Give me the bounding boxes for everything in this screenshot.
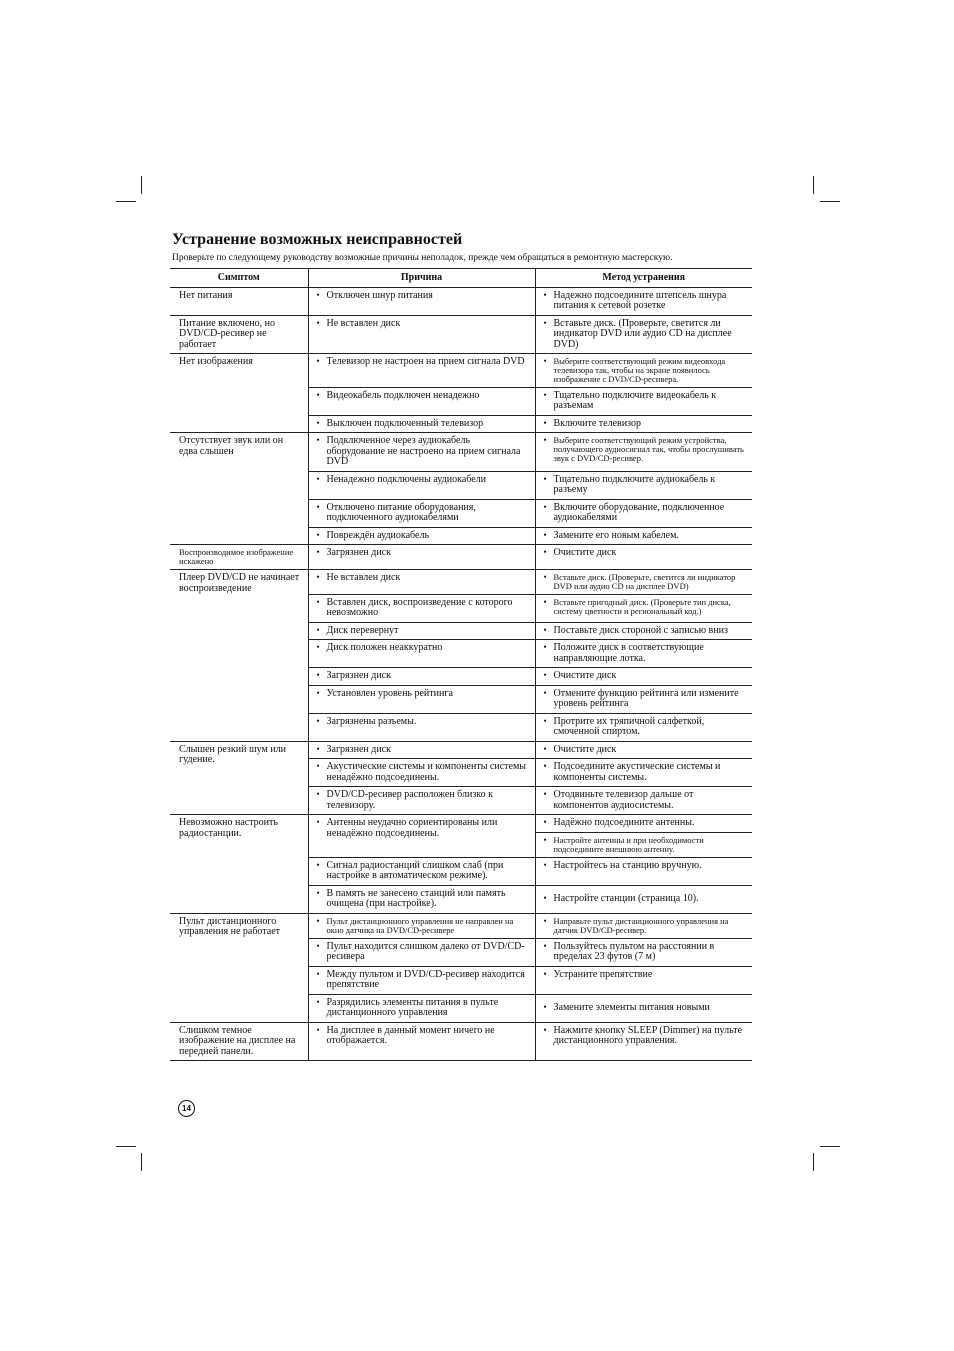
cause-cell [308,315,535,354]
cause-text [317,942,531,963]
symptom-cell: Слышен резкий шум или гудение. [170,741,308,815]
cause-label: • Сигнал радиостанций слишком слаб (при настройке в автоматическом режиме). [326,859,504,882]
fix-label: • Настройтесь на станцию вручную. [553,859,702,871]
cause-label: • Разрядились элементы питания в пульте дистанционного управления [326,996,499,1019]
fix-cell [535,966,752,994]
table-row [170,315,752,354]
troubleshooting-table [170,268,752,1061]
cause-cell [308,913,535,938]
fix-text [544,419,749,430]
fix-cell [535,640,752,668]
header-fix: Метод устранения [535,269,752,288]
symptom-cell: Питание включено, но DVD/CD-ресивер не работает [170,315,308,354]
cause-cell [308,570,535,595]
fix-label: • Надежно подсоедините штепсель шнура питания к сетевой розетке [553,289,727,311]
fix-cell [535,594,752,622]
fix-text [544,643,749,664]
cause-cell [308,741,535,759]
fix-label: • Надёжно подсоедините антенны. [553,817,695,829]
cause-label: • Установлен уровень рейтинга [326,687,453,699]
cause-text [317,889,531,910]
fix-cell [535,938,752,966]
cause-text [317,291,531,302]
cause-text [317,790,531,811]
fix-label: • Положите диск в соответствующие направляющие лотка. [553,642,704,664]
fix-text [544,942,749,963]
fix-cell [535,713,752,741]
fix-label: • Пользуйтесь пультом на расстоянии в пределах 23 футов (7 м) [553,940,715,963]
cause-label: • Пульт дистанционного управления не направлен на окно датчика на DVD/CD-ресивере [326,915,514,935]
symptom-cell: Нет изображения [170,354,308,433]
cause-text [317,357,531,368]
cause-text [317,671,531,682]
cause-cell [308,499,535,527]
cause-cell [308,527,535,545]
crop-mark [813,176,814,194]
fix-text [544,1003,749,1014]
cause-cell [308,885,535,913]
cause-label: • Загрязнены разъемы. [326,715,417,727]
fix-cell [535,759,752,787]
symptom-cell: Нет питания [170,287,308,315]
table-row [170,1022,752,1061]
cause-label: • Видеокабель подключен ненадежно [326,389,480,401]
fix-label: • Тщательно подключите видеокабель к разъемам [553,389,717,412]
fix-cell [535,287,752,315]
fix-label: • Включите телевизор [553,417,641,429]
symptom-cell: Плеер DVD/CD не начинает воспроизведение [170,570,308,742]
cause-label: • DVD/CD-ресивер расположен близко к телевизору. [326,789,493,811]
table-row [170,354,752,388]
fix-text [544,917,749,935]
fix-cell [535,815,752,857]
crop-mark [141,1153,142,1171]
fix-text [544,503,749,524]
table-row [170,287,752,315]
fix-cell [535,415,752,433]
table-body [170,287,752,1061]
fix-label: • Устраните препятствие [553,968,653,980]
cause-cell [308,471,535,499]
cause-text [317,917,531,935]
fix-text [544,436,749,463]
cause-label: • Отключено питание оборудования, подключенного аудиокабелями [326,501,476,524]
fix-text [544,319,749,351]
cause-label: • Диск перевернут [326,624,399,636]
cause-cell [308,713,535,741]
fix-text [544,573,749,591]
cause-text [317,717,531,728]
fix-label: • Замените его новым кабелем. [553,529,679,541]
symptom-cell: Слишком темное изображение на дисплее на передней панели. [170,1022,308,1061]
fix-cell [535,545,752,570]
fix-text [544,626,749,637]
intro-text: Проверьте по следующему руководству возможные причины неполадок, прежде чем обращаться в ремонтную мастерскую. [172,253,673,263]
cause-cell [308,622,535,640]
cause-label: • Между пультом и DVD/CD-ресивер находится препятствие [326,968,525,991]
cause-text [317,998,531,1019]
fix-label: • Поставьте диск стороной с записью вниз [553,624,728,636]
table-row [170,570,752,595]
cause-label: • Не вставлен диск [326,572,401,584]
symptom-cell: Воспроизводимое изображение искажено [170,545,308,570]
fix-cell [535,913,752,938]
table-row [170,741,752,759]
fix-cell [535,622,752,640]
crop-mark [820,1146,840,1147]
cause-text [317,598,531,619]
cause-label: • Подключенное через аудиокабель оборудование не настроено на прием сигнала DVD [326,435,521,468]
fix-cell [535,499,752,527]
fix-text [544,894,749,905]
cause-cell [308,994,535,1022]
cause-label: • Загрязнен диск [326,670,391,682]
fix-cell [535,857,752,885]
fix-text [544,357,749,384]
fix-label: • Очистите диск [553,547,617,559]
fix-text [544,970,749,981]
cause-cell [308,415,535,433]
cause-label: • Выключен подключенный телевизор [326,417,484,429]
fix-text [544,391,749,412]
fix-label: • Вставьте диск. (Проверьте, светится ли индикатор DVD или аудио CD на дисплее DVD) [553,572,736,592]
fix-text [544,598,749,616]
cause-text [317,503,531,524]
page-number: 14 [178,1100,195,1117]
cause-label: • В память не занесено станций или память очищена (при настройке). [326,887,506,910]
fix-text [544,689,749,710]
fix-label: • Отодвиньте телевизор дальше от компонентов аудиосистемы. [553,789,694,811]
symptom-cell: Отсутствует звук или он едва слышен [170,433,308,545]
cause-text [317,475,531,486]
cause-label: • Телевизор не настроен на прием сигнала DVD [326,356,525,367]
fix-cell [535,527,752,545]
fix-label: • Нажмите кнопку SLEEP (Dimmer) на пульте дистанционного управления. [553,1024,743,1047]
cause-text [317,745,531,756]
cause-text [317,531,531,542]
crop-mark [820,201,840,202]
fix-label: • Подсоедините акустические системы и компоненты системы. [553,761,721,783]
fix-cell [535,433,752,472]
cause-label: • Загрязнен диск [326,743,391,755]
cause-text [317,626,531,637]
cause-text [317,970,531,991]
fix-label: • Включите оборудование, подключенное аудиокабелями [553,501,725,524]
crop-mark [813,1153,814,1171]
cause-label: • Диск положен неаккуратно [326,642,443,654]
cause-label: • Не вставлен диск [326,317,401,329]
fix-label: • Выберите соответствующий режим видеовхода телевизора так, чтобы на экране появилось изображение с DVD/CD-ресивера. [553,356,726,384]
cause-cell [308,545,535,570]
cause-cell [308,857,535,885]
cause-label: • Антенны неудачно сориентированы или ненадёжно подсоединены. [326,817,498,839]
cause-label: • Пульт находится слишком далеко от DVD/CD-ресивера [326,940,525,963]
crop-mark [116,1146,136,1147]
fix-label: • Выберите соответствующий режим устройства, получающего аудиосигнал так, чтобы прослушивать звук с DVD/CD-ресивер. [553,435,744,464]
symptom-cell: Невозможно настроить радиостанции. [170,815,308,913]
fix-label: • Замените элементы питания новыми [553,1001,710,1013]
fix-text [544,291,749,312]
cause-label: • Вставлен диск, воспроизведение с которого невозможно [326,596,513,619]
cause-cell [308,938,535,966]
header-cause: Причина [308,269,535,288]
cause-text [317,762,531,783]
cause-cell [308,668,535,686]
fix-text [544,548,749,559]
cause-text [317,573,531,584]
crop-mark [116,201,136,202]
fix-text [536,815,753,833]
fix-cell [535,315,752,354]
fix-cell [535,354,752,388]
fix-text [544,1026,749,1047]
cause-label: • Загрязнен диск [326,547,391,559]
page-content [170,231,752,1061]
fix-text [536,833,753,857]
fix-cell [535,994,752,1022]
fix-label: • Протрите их тряпичной салфеткой, смоченной спиртом. [553,715,705,738]
table-row [170,913,752,938]
cause-text [317,689,531,700]
fix-text [544,790,749,811]
cause-cell [308,594,535,622]
cause-cell [308,1022,535,1061]
cause-label: • На дисплее в данный момент ничего не отображается. [326,1024,495,1047]
cause-text [317,548,531,559]
fix-text [544,745,749,756]
cause-text [317,419,531,430]
fix-label: • Отмените функцию рейтинга или измените уровень рейтинга [553,687,739,710]
fix-cell [535,1022,752,1061]
cause-text [317,643,531,654]
cause-text [317,818,531,839]
fix-label: • Вставьте диск. (Проверьте, светится ли индикатор DVD или аудио CD на дисплее DVD) [553,317,732,350]
fix-label: • Тщательно подключите аудиокабель к разъему [553,473,716,496]
fix-cell [535,387,752,415]
cause-cell [308,433,535,472]
fix-cell [535,471,752,499]
fix-label: • Направьте пульт дистанционного управления на датчик DVD/CD-ресивер. [553,915,729,935]
table-row [170,433,752,472]
cause-cell [308,787,535,815]
fix-label: • Настройте станции (страница 10). [553,893,699,905]
cause-text [317,1026,531,1047]
cause-text [317,319,531,330]
table-header-row [170,269,752,288]
cause-label: • Акустические системы и компоненты системы ненадёжно подсоединены. [326,761,526,783]
fix-cell [535,668,752,686]
cause-text [317,391,531,402]
cause-cell [308,815,535,857]
cause-label: • Повреждён аудиокабель [326,529,429,541]
fix-cell [535,787,752,815]
fix-label: • Очистите диск [553,743,617,755]
fix-text [544,475,749,496]
fix-cell [535,885,752,913]
table-row [170,815,752,857]
fix-label: • Вставьте пригодный диск. (Проверьте тип диска, систему цветности и региональный код.) [553,596,731,616]
cause-cell [308,759,535,787]
fix-text [544,671,749,682]
cause-cell [308,387,535,415]
header-symptom: Симптом [170,269,308,288]
symptom-cell: Пульт дистанционного управления не работает [170,913,308,1022]
cause-cell [308,640,535,668]
page-title: Устранение возможных неисправностей [172,231,463,248]
fix-cell [535,741,752,759]
fix-label: • Очистите диск [553,670,617,682]
cause-label: • Ненадежно подключены аудиокабели [326,473,486,485]
cause-cell [308,287,535,315]
table-row [170,545,752,570]
crop-mark [141,176,142,194]
cause-cell [308,966,535,994]
cause-text [317,861,531,882]
fix-text [544,531,749,542]
fix-label: • Настройте антенны и при необходимости подсоедините внешнюю антенну. [553,834,704,854]
fix-cell [535,570,752,595]
cause-label: • Отключен шнур питания [326,289,433,301]
cause-cell [308,354,535,388]
cause-cell [308,685,535,713]
cause-text [317,436,531,468]
fix-text [544,861,749,872]
fix-cell [535,685,752,713]
fix-text [544,762,749,783]
fix-text [544,717,749,738]
